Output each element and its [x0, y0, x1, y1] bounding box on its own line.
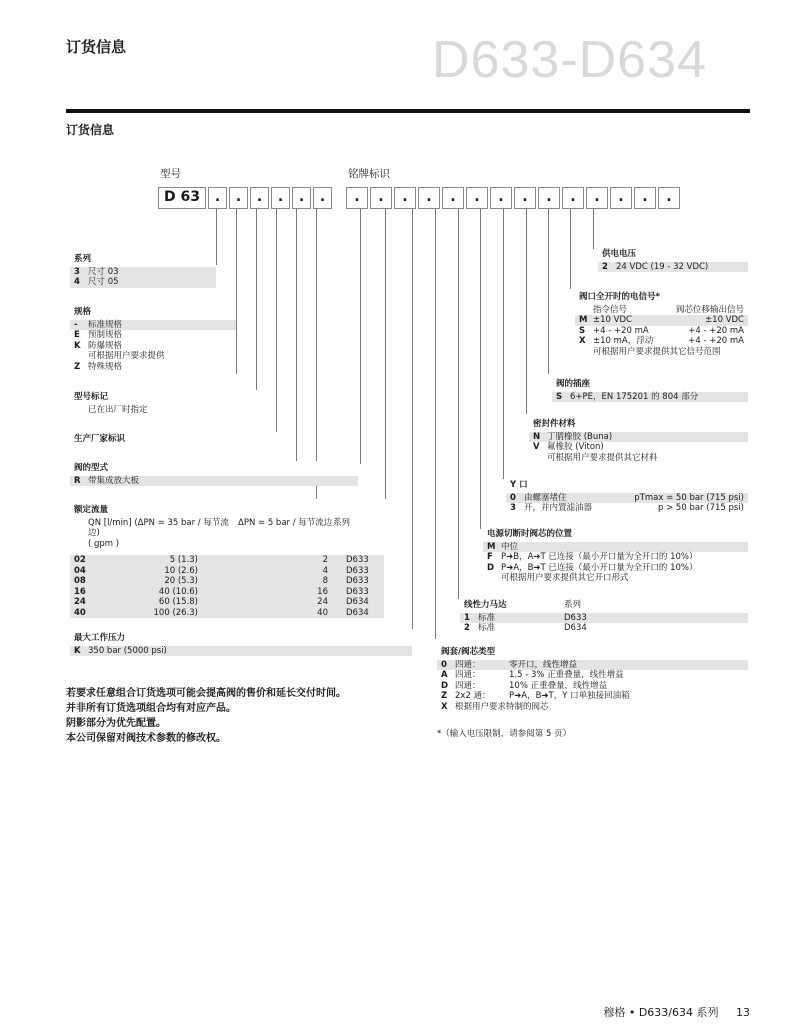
- nameplate-code-box: .: [346, 187, 368, 209]
- nameplate-code-box: .: [658, 187, 680, 209]
- header-title: 订货信息: [66, 38, 127, 56]
- list-item: K 防爆规格: [70, 341, 236, 352]
- list-item: 2 24 VDC (19 - 32 VDC): [598, 262, 748, 273]
- table-cell: D633: [346, 586, 369, 597]
- header-rule: [66, 109, 750, 113]
- flow-header-units: ( gpm ): [70, 539, 384, 550]
- table-row: [70, 608, 384, 619]
- motor-header: 线性力马达 系列: [460, 598, 748, 613]
- table-cell: 04: [74, 565, 86, 576]
- nameplate-code-box: .: [370, 187, 392, 209]
- table-cell: 8: [322, 576, 328, 586]
- table-cell: 5 (1.3): [169, 555, 198, 565]
- section-title: 订货信息: [66, 123, 115, 137]
- nameplate-code-box: .: [418, 187, 440, 209]
- table-cell: D633: [346, 576, 369, 586]
- list-item: Z 2x2 通： P➜A，B➜T，Y 口单独接回油箱: [437, 691, 748, 702]
- plug-title: 阀的插座: [552, 377, 748, 392]
- nameplate-code-box: .: [610, 187, 632, 209]
- mark-title: 型号标记: [70, 390, 276, 405]
- seal-title: 密封件材料: [529, 417, 748, 432]
- list-item: 3 尺寸 03: [70, 267, 216, 278]
- nameplate-label: 铭牌标识: [348, 168, 390, 180]
- type-code-box: .: [250, 187, 269, 209]
- type-code: [158, 187, 334, 209]
- list-item: 0 四通： 零开口，线性增益: [437, 660, 748, 671]
- supply-title: 供电电压: [598, 247, 748, 262]
- table-cell: 02: [74, 555, 86, 565]
- table-cell: 60 (15.8): [158, 597, 198, 607]
- nameplate-code-box: .: [466, 187, 488, 209]
- note: 若要求任意组合订货选项可能会提高阀的售价和延长交付时间。: [66, 688, 346, 699]
- table-cell: 40: [317, 607, 328, 618]
- motor-block: [460, 598, 748, 634]
- type-code-box: .: [292, 187, 311, 209]
- list-item: A 四通： 1.5 - 3% 正重叠量，线性增益: [437, 670, 748, 681]
- spec-block: [70, 305, 236, 372]
- header-model: D633-D634: [432, 31, 707, 89]
- list-item: 0 由螺塞堵住 pTmax = 50 bar (715 psi): [506, 493, 748, 504]
- table-row: [70, 555, 384, 566]
- list-item: - 标准规格: [70, 320, 236, 331]
- table-cell: 16: [317, 586, 328, 597]
- list-item: 可根据用户要求提供: [70, 351, 236, 362]
- list-item: S +4 - +20 mA +4 - +20 mA: [575, 326, 748, 337]
- table-cell: 10 (2.6): [164, 565, 198, 576]
- signal-block: [575, 290, 748, 357]
- table-cell: D633: [346, 555, 369, 565]
- list-item: E 预制规格: [70, 330, 236, 341]
- pressure-block: [70, 631, 412, 656]
- type-code-box: .: [229, 187, 248, 209]
- nameplate-code-box: .: [538, 187, 560, 209]
- list-item: F P➜B，A➜T 已连接（最小开口量为全开口的 10%）: [483, 552, 748, 563]
- nameplate-code-box: .: [442, 187, 464, 209]
- table-cell: D634: [346, 597, 369, 607]
- table-row: [70, 597, 384, 608]
- nameplate-code-box: .: [634, 187, 656, 209]
- failsafe-block: [483, 527, 748, 584]
- list-item: Z 特殊规格: [70, 362, 236, 373]
- plug-block: [552, 377, 748, 402]
- list-item: M 中位: [483, 542, 748, 553]
- footer: [603, 1004, 750, 1020]
- yport-block: [506, 478, 748, 514]
- table-cell: 08: [74, 576, 86, 586]
- footnote: *（输入电压限制，请参阅第 5 页）: [437, 729, 572, 739]
- list-item: 可根据用户要求提供其它材料: [529, 453, 748, 464]
- pressure-title: 最大工作压力: [70, 631, 412, 646]
- table-cell: 2: [322, 555, 328, 565]
- table-cell: 16: [74, 586, 86, 597]
- list-item: N 丁腈橡胶 (Buna): [529, 432, 748, 443]
- type-code-box: .: [271, 187, 290, 209]
- list-item: R 带集成放大板: [70, 476, 358, 487]
- table-cell: 100 (26.3): [153, 607, 198, 618]
- valve-type-block: [70, 461, 358, 486]
- table-cell: 4: [322, 565, 328, 576]
- list-item: D 四通： 10% 正重叠量，线性增益: [437, 681, 748, 692]
- notes: [66, 686, 346, 746]
- supply-block: [598, 247, 748, 272]
- seal-block: [529, 417, 748, 463]
- failsafe-title: 电源切断时阀芯的位置: [483, 527, 748, 542]
- footer-text: 穆格 • D633/634 系列: [603, 1006, 719, 1019]
- table-row: [70, 587, 384, 598]
- type-code-box: D 63: [158, 187, 206, 209]
- signal-header: 指令信号 阀芯位移输出信号: [575, 305, 748, 316]
- table-cell: D633: [346, 565, 369, 576]
- list-item: V 氟橡胶 (Viton): [529, 442, 748, 453]
- list-item: 可根据用户要求提供其它信号范围: [575, 347, 748, 358]
- valve-type-title: 阀的型式: [70, 461, 358, 476]
- note: 阴影部分为优先配置。: [66, 718, 166, 729]
- list-item: 已在出厂时指定: [70, 405, 276, 416]
- list-item: 3 开，并内置滤油器 p > 50 bar (715 psi): [506, 503, 748, 514]
- nameplate-code-box: .: [586, 187, 608, 209]
- table-row: [70, 576, 384, 587]
- yport-title: Y 口: [506, 478, 748, 493]
- flow-header: QN [l/min] (ΔPN = 35 bar / 每节流边) ΔPN = 5 bar / 每节流边 系列: [70, 518, 384, 539]
- list-item: M ±10 VDC ±10 VDC: [575, 315, 748, 326]
- list-item: X ±10 mA，浮动 +4 - +20 mA: [575, 336, 748, 347]
- nameplate-code-box: .: [394, 187, 416, 209]
- type-label: 型号: [160, 168, 181, 180]
- signal-title: 阀口全开时的电信号*: [575, 290, 748, 305]
- table-cell: 20 (5.3): [164, 576, 198, 586]
- series-block: [70, 252, 216, 288]
- spool-title: 阀套/阀芯类型: [437, 645, 748, 660]
- list-item: D P➜A，B➜T 已连接（最小开口量为全开口的 10%）: [483, 563, 748, 574]
- nameplate-code-box: .: [562, 187, 584, 209]
- list-item: 可根据用户要求提供其它开口形式: [483, 573, 748, 584]
- list-item: S 6+PE，EN 175201 的 804 部分: [552, 392, 748, 403]
- table-cell: 40: [74, 607, 86, 618]
- note: 并非所有订货选项组合均有对应产品。: [66, 703, 236, 714]
- page-number: 13: [736, 1006, 750, 1019]
- flow-block: [70, 503, 384, 618]
- nameplate-code-box: .: [490, 187, 512, 209]
- table-cell: 24: [317, 597, 328, 607]
- mark-block: [70, 390, 276, 415]
- spec-title: 规格: [70, 305, 236, 320]
- list-item: 1 标准 D633: [460, 613, 748, 624]
- list-item: X 根据用户要求特制的阀芯: [437, 702, 748, 713]
- manuf-title: 生产厂家标识: [70, 432, 296, 447]
- note: 本公司保留对阀技术参数的修改权。: [66, 733, 226, 744]
- nameplate-code-box: .: [514, 187, 536, 209]
- table-cell: D634: [346, 607, 369, 618]
- table-row: [70, 566, 384, 577]
- flow-title: 额定流量: [70, 503, 384, 518]
- list-item: 4 尺寸 05: [70, 277, 216, 288]
- series-title: 系列: [70, 252, 216, 267]
- table-cell: 40 (10.6): [158, 586, 198, 597]
- list-item: 2 标准 D634: [460, 623, 748, 634]
- list-item: K 350 bar (5000 psi): [70, 646, 412, 657]
- manuf-block: [70, 432, 296, 447]
- type-code-box: .: [208, 187, 227, 209]
- table-cell: 24: [74, 597, 86, 607]
- spool-block: [437, 645, 748, 712]
- type-code-box: .: [313, 187, 332, 209]
- nameplate-code: [346, 187, 682, 209]
